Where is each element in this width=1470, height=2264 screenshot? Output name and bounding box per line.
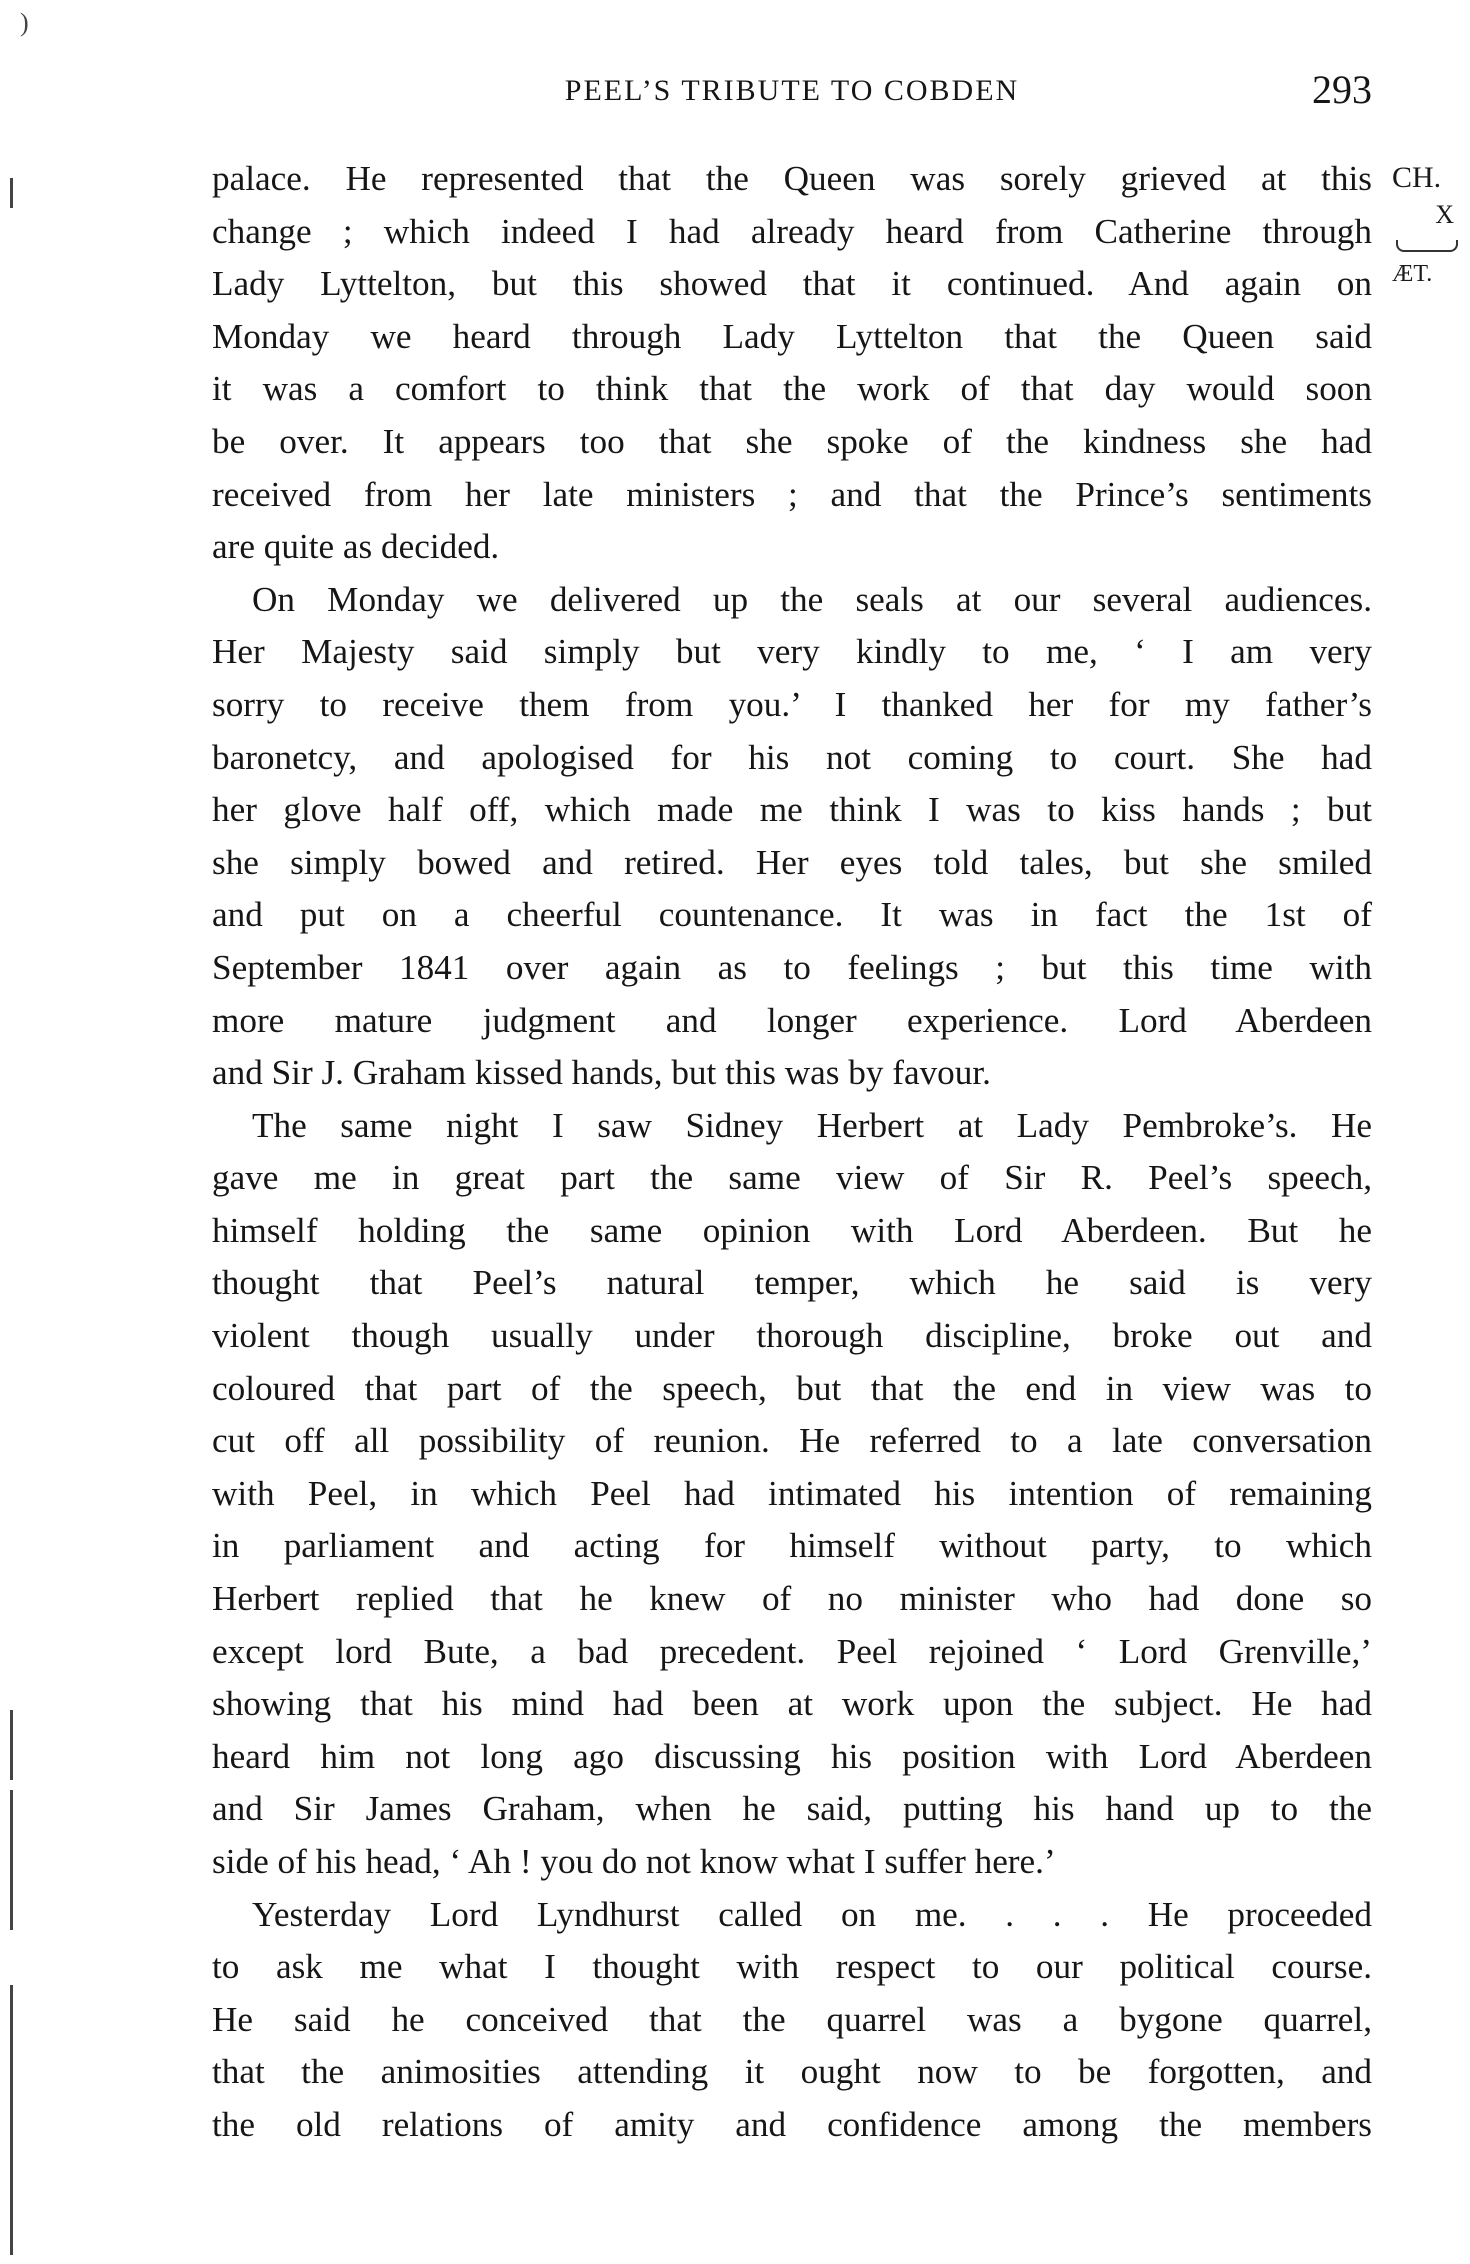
text-line: thought that Peel’s natural temper, which he said is very bbox=[212, 1263, 1372, 1303]
text-line: that the animosities attending it ought now to be forgotten, and bbox=[212, 2052, 1372, 2092]
text-line: himself holding the same opinion with Lord Aberdeen. But he bbox=[212, 1210, 1372, 1250]
text-line: showing that his mind had been at work upon the subject. He had bbox=[212, 1684, 1372, 1724]
paragraph-3 bbox=[212, 1100, 1372, 1889]
text-line: gave me in great part the same view of Sir R. Peel’s speech, bbox=[212, 1158, 1372, 1198]
text-line: she simply bowed and retired. Her eyes told tales, but she smiled bbox=[212, 842, 1372, 882]
text-line: received from her late ministers ; and that the Prince’s sentiments bbox=[212, 474, 1372, 514]
text-line: The same night I saw Sidney Herbert at Lady Pembroke’s. He bbox=[252, 1105, 1372, 1145]
text-line: be over. It appears too that she spoke of the kindness she had bbox=[212, 421, 1372, 461]
margin-chapter-label: CH. bbox=[1392, 161, 1442, 194]
running-head: PEEL’S TRIBUTE TO COBDEN bbox=[564, 74, 1020, 107]
paragraph-4 bbox=[212, 1889, 1372, 2152]
paragraph-1 bbox=[212, 153, 1372, 574]
text-line: and Sir J. Graham kissed hands, but this was by favour. bbox=[212, 1053, 991, 1093]
text-line: change ; which indeed I had already heard from Catherine through bbox=[212, 211, 1372, 251]
text-line: Herbert replied that he knew of no minister who had done so bbox=[212, 1579, 1372, 1619]
text-line: Her Majesty said simply but very kindly to me, ‘ I am very bbox=[212, 632, 1372, 672]
text-line: side of his head, ‘ Ah ! you do not know what I suffer here.’ bbox=[212, 1842, 1056, 1881]
page-number: 293 bbox=[1312, 67, 1372, 112]
text-line: Monday we heard through Lady Lyttelton that the Queen said bbox=[212, 316, 1372, 356]
text-line: to ask me what I thought with respect to our political course. bbox=[212, 1947, 1372, 1987]
text-line: the old relations of amity and confidence among the members bbox=[212, 2104, 1372, 2144]
text-line: with Peel, in which Peel had intimated his intention of remaining bbox=[212, 1473, 1372, 1513]
text-line: cut off all possibility of reunion. He referred to a late conversation bbox=[212, 1421, 1372, 1461]
text-line: heard him not long ago discussing his position with Lord Aberdeen bbox=[212, 1736, 1372, 1776]
left-edge-mark-1 bbox=[10, 178, 13, 208]
text-line: except lord Bute, a bad precedent. Peel rejoined ‘ Lord Grenville,’ bbox=[212, 1631, 1372, 1671]
page-header bbox=[212, 62, 1372, 118]
margin-note bbox=[1392, 156, 1462, 296]
margin-age-label: ÆT. bbox=[1392, 261, 1433, 287]
text-line: He said he conceived that the quarrel was a bygone quarrel, bbox=[212, 1999, 1372, 2039]
body-text bbox=[212, 153, 1372, 2152]
left-edge-mark-4 bbox=[10, 1985, 13, 2255]
text-line: baronetcy, and apologised for his not coming to court. She had bbox=[212, 737, 1372, 777]
margin-chapter-number: X bbox=[1435, 200, 1454, 229]
text-line: sorry to receive them from you.’ I thanked her for my father’s bbox=[212, 684, 1372, 724]
text-line: in parliament and acting for himself without party, to which bbox=[212, 1526, 1372, 1566]
text-line: September 1841 over again as to feelings ; but this time with bbox=[212, 947, 1372, 987]
text-line: Lady Lyttelton, but this showed that it continued. And again on bbox=[212, 264, 1372, 304]
left-edge-mark-2 bbox=[10, 1710, 13, 1780]
text-line: On Monday we delivered up the seals at our several audiences. bbox=[252, 579, 1372, 619]
text-line: and put on a cheerful countenance. It was in fact the 1st of bbox=[212, 895, 1372, 935]
text-line: palace. He represented that the Queen was sorely grieved at this bbox=[212, 159, 1372, 198]
text-line: and Sir James Graham, when he said, putting his hand up to the bbox=[212, 1789, 1372, 1829]
text-line: Yesterday Lord Lyndhurst called on me. . . . He proceeded bbox=[252, 1894, 1372, 1934]
text-line: it was a comfort to think that the work of that day would soon bbox=[212, 369, 1372, 409]
paragraph-2 bbox=[212, 574, 1372, 1100]
text-line: coloured that part of the speech, but that the end in view was to bbox=[212, 1368, 1372, 1408]
text-line: violent though usually under thorough discipline, broke out and bbox=[212, 1316, 1372, 1356]
stray-bracket-mark: ) bbox=[20, 8, 29, 37]
text-line: her glove half off, which made me think I was to kiss hands ; but bbox=[212, 790, 1372, 830]
text-line: more mature judgment and longer experience. Lord Aberdeen bbox=[212, 1000, 1372, 1040]
margin-brace bbox=[1396, 240, 1458, 252]
left-edge-mark-3 bbox=[10, 1790, 13, 1930]
text-line: are quite as decided. bbox=[212, 527, 500, 567]
